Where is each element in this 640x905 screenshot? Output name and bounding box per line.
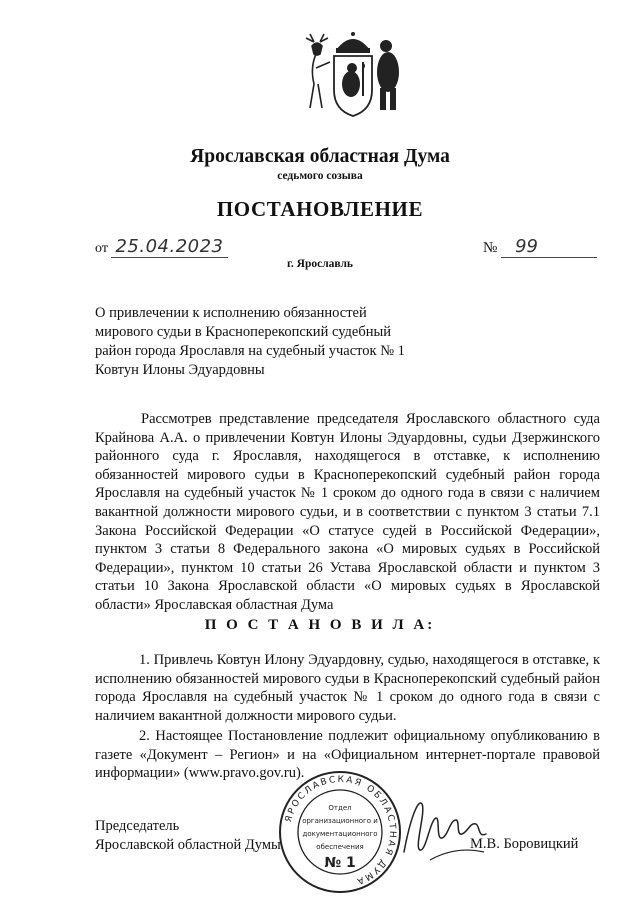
resolved-heading: П О С Т А Н О В И Л А:: [204, 617, 436, 633]
subject-line: Ковтун Илоны Эдуардовны: [95, 362, 265, 378]
document-date: [95, 236, 228, 257]
signatory-title-line: Ярославской областной Думы: [95, 837, 281, 853]
resolution-item-1: 1. Привлечь Ковтун Илону Эдуардовну, судью, находящегося в отставке, к исполнению обязанностей мирового судьи в Красноперекопский судебный район города Ярославля на судебный участок № 1 сроком до одного года в связи с наличием вакантной должности мирового судьи.: [95, 652, 600, 724]
number-prefix: №: [483, 240, 498, 256]
convocation-label: седьмого созыва: [277, 170, 363, 182]
signatory-title: [95, 817, 281, 855]
document-number: [483, 236, 597, 258]
stamp-line: организационного и: [302, 817, 378, 825]
city-label: г. Ярославль: [286, 258, 354, 270]
bear-supporter: [377, 40, 399, 110]
date-prefix: от: [95, 241, 108, 256]
stamp-line: обеспечения: [316, 843, 364, 851]
deer-supporter: [306, 34, 330, 108]
crown-icon: [336, 32, 370, 53]
subject-line: мирового судьи в Красноперекопский судебный: [95, 324, 391, 340]
stamp-line: документационного: [302, 830, 378, 838]
stamp-ring-text: ЯРОСЛАВСКАЯ ОБЛАСТНАЯ ДУМА: [283, 774, 398, 887]
coat-of-arms-emblem: [294, 28, 412, 120]
stamp-line: Отдел: [328, 804, 352, 812]
document-type-title: ПОСТАНОВЛЕНИЕ: [216, 197, 424, 221]
subject-line: О привлечении к исполнению обязанностей: [95, 305, 367, 321]
signatory-title-line: Председатель: [95, 818, 180, 834]
date-value: 25.04.2023: [111, 236, 227, 258]
subject-line: район города Ярославля на судебный участок № 1: [95, 343, 405, 359]
stamp-number: № 1: [324, 855, 356, 871]
number-value: 99: [501, 236, 597, 258]
official-stamp: [276, 768, 404, 896]
preamble-paragraph: Рассмотрев представление председателя Ярославского областного суда Крайнова А.А. о привлечении Ковтун Илоны Эдуардовны, судьи Дзержинского районного суда г. Ярославля, находящегося в отставке, к исполнению обязанностей мирового судьи в Красноперекопский судебный район города Ярославля на судебный участок № 1 сроком до одного года в связи с наличием вакантной должности мирового судьи, и в соответствии с пунктом 3 статьи 7.1 Закона Российской Федерации «О статусе судей в Российской Федерации», пунктом 3 статьи 8 Федерального закона «О мировых судьях в Российской Федерации», пунктом 10 статьи 26 Устава Ярославской области и пунктом 3 статьи 10 Закона Ярославской области «О мировых судьях в Ярославской области» Ярославская областная Дума: [95, 411, 600, 613]
handwritten-signature: [400, 790, 490, 870]
signatory-name: М.В. Боровицкий: [470, 836, 579, 852]
organization-name: Ярославская областная Дума: [190, 146, 450, 167]
resolution-item-2: 2. Настоящее Постановление подлежит официальному опубликованию в газете «Документ – Регион» и на «Официальном интернет-портале правовой информации» (www.pravo.gov.ru).: [95, 728, 600, 782]
